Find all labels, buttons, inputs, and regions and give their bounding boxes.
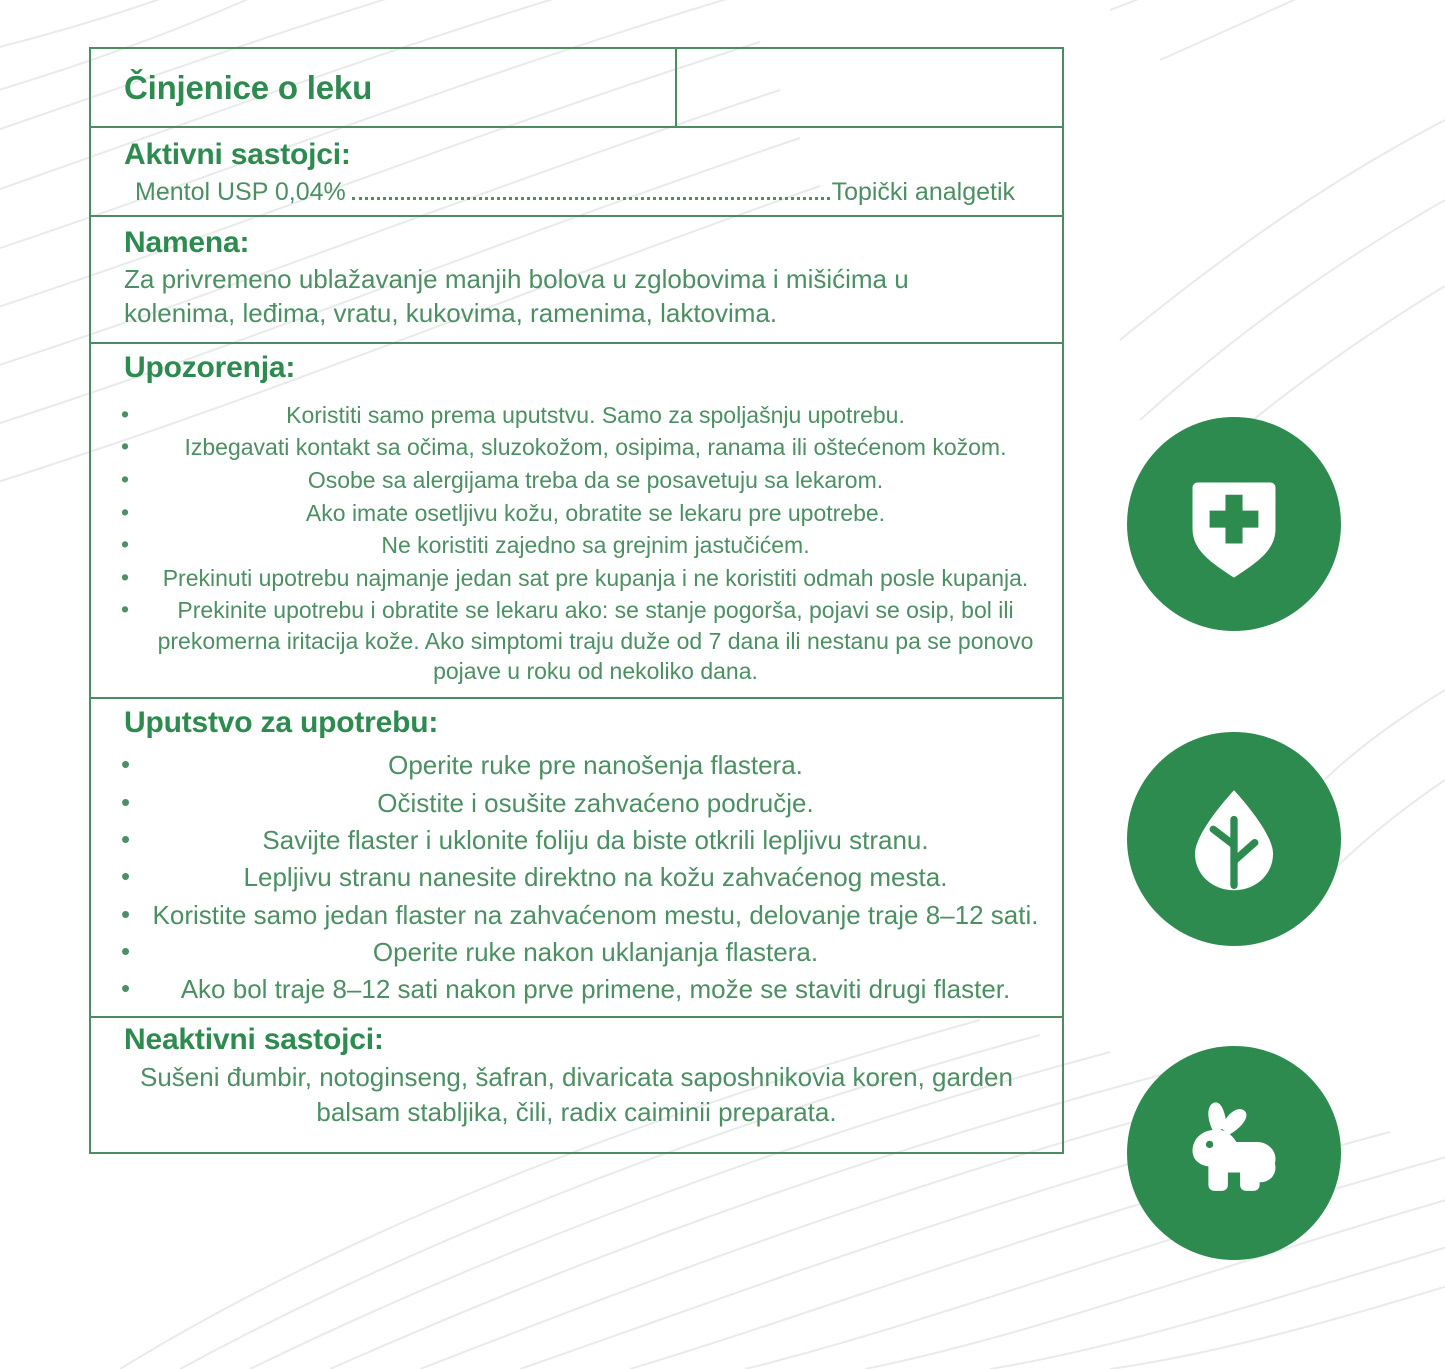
- directions-section: [91, 699, 1062, 1018]
- active-ingredient-line: [91, 178, 1062, 207]
- warning-list-item: • Izbegavati kontakt sa očima, sluzokožom, osipima, ranama ili oštećenom kožom.: [91, 432, 1062, 463]
- warnings-list: [91, 400, 1062, 687]
- direction-list-item: • Očistite i osušite zahvaćeno područje.: [91, 786, 1062, 820]
- direction-list-item: • Ako bol traje 8–12 sati nakon prve primene, može se staviti drugi flaster.: [91, 972, 1062, 1006]
- active-ingredient-name: Mentol USP 0,04%: [135, 178, 346, 207]
- warning-list-item: • Koristiti samo prema uputstvu. Samo za spoljašnju upotrebu.: [91, 400, 1062, 431]
- directions-list: [91, 748, 1062, 1006]
- warnings-section: [91, 344, 1062, 699]
- directions-heading: Uputstvo za upotrebu:: [124, 705, 439, 739]
- purpose-section: [91, 217, 1062, 344]
- dotted-leader: [352, 197, 830, 200]
- drug-facts-panel: [89, 47, 1064, 1154]
- rabbit-icon: [1173, 1092, 1295, 1214]
- direction-list-item: • Koristite samo jedan flaster na zahvaćenom mestu, delovanje traje 8–12 sati.: [91, 898, 1062, 932]
- active-ingredient-purpose: Topički analgetik: [831, 178, 1015, 207]
- direction-list-item: • Operite ruke pre nanošenja flastera.: [91, 748, 1062, 782]
- warning-list-item: • Prekinuti upotrebu najmanje jedan sat pre kupanja i ne koristiti odmah posle kupanja.: [91, 563, 1062, 594]
- drug-facts-header-row: [91, 49, 1062, 128]
- warning-list-item: • Ne koristiti zajedno sa grejnim jastučićem.: [91, 530, 1062, 561]
- direction-list-item: • Operite ruke nakon uklanjanja flastera.: [91, 935, 1062, 969]
- header-empty-cell: [677, 49, 1062, 126]
- badge-rabbit: [1127, 1046, 1341, 1260]
- active-ingredients-section: [91, 128, 1062, 217]
- badge-shield: [1127, 417, 1341, 631]
- warning-list-item: • Ako imate osetljivu kožu, obratite se lekaru pre upotrebe.: [91, 498, 1062, 529]
- inactive-ingredients-section: [91, 1018, 1062, 1152]
- warning-list-item: • Prekinite upotrebu i obratite se lekaru ako: se stanje pogorša, pojavi se osip, bol ili prekomerna iritacija kože. Ako simptomi traju duže od 7 dana ili nestanu pa se ponovo pojave u roku od nekoliko dana.: [91, 595, 1062, 687]
- direction-list-item: • Lepljivu stranu nanesite direktno na kožu zahvaćenog mesta.: [91, 860, 1062, 894]
- shield-cross-icon: [1173, 463, 1295, 585]
- warnings-heading: Upozorenja:: [124, 351, 296, 385]
- leaf-icon: [1173, 778, 1295, 900]
- title-cell: [91, 49, 677, 126]
- direction-list-item: • Savijte flaster i uklonite foliju da biste otkrili lepljivu stranu.: [91, 823, 1062, 857]
- page-title: Činjenice o leku: [124, 68, 373, 106]
- inactive-ingredients-text: Sušeni đumbir, notoginseng, šafran, divaricata saposhnikovia koren, garden balsam stabljika, čili, radix caiminii preparata.: [140, 1061, 1013, 1127]
- warning-list-item: • Osobe sa alergijama treba da se posavetuju sa lekarom.: [91, 465, 1062, 496]
- badge-leaf: [1127, 732, 1341, 946]
- inactive-ingredients-heading: Neaktivni sastojci:: [124, 1022, 384, 1056]
- active-ingredients-heading: Aktivni sastojci:: [124, 138, 351, 171]
- purpose-text: Za privremeno ublažavanje manjih bolova u zglobovima i mišićima u kolenima, leđima, vratu, kukovima, ramenima, laktovima.: [124, 263, 909, 328]
- purpose-heading: Namena:: [124, 226, 250, 260]
